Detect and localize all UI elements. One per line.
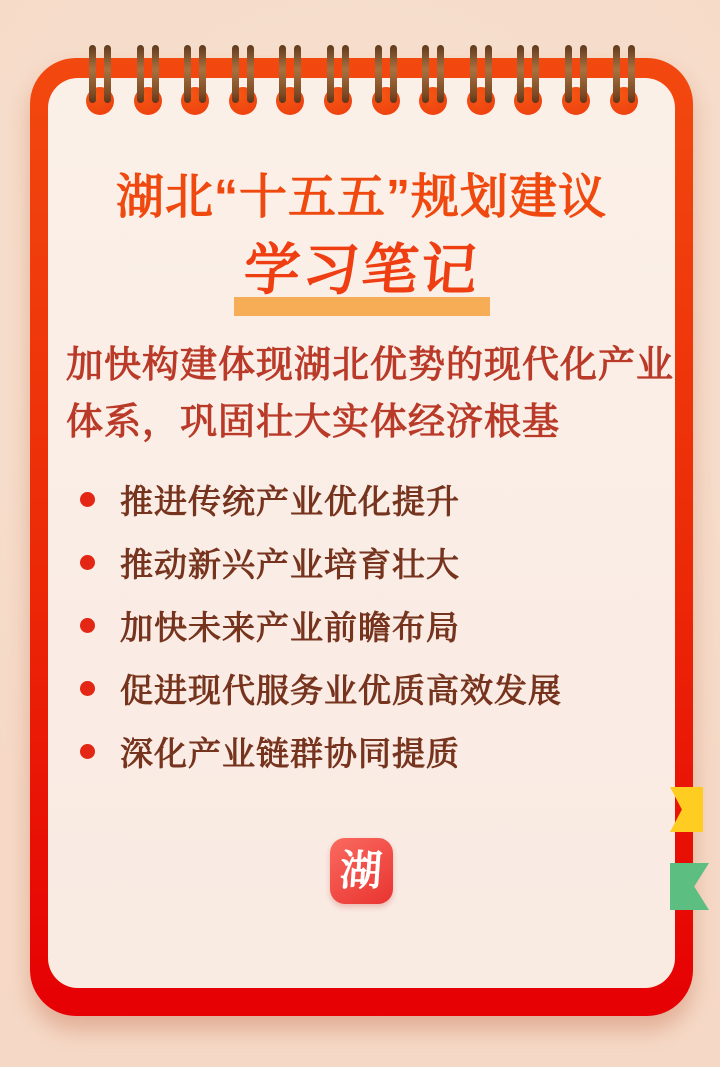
- ring-wire: [422, 45, 429, 103]
- binder-ring-icon: [229, 45, 257, 118]
- notebook-paper: [48, 78, 675, 988]
- ring-wire: [390, 45, 397, 103]
- ring-wire: [375, 45, 382, 103]
- bookmark-ribbon-green-icon: [670, 863, 709, 910]
- binder-ring-icon: [134, 45, 162, 118]
- logo-glyph: 湖: [338, 846, 385, 895]
- binder-ring-icon: [514, 45, 542, 118]
- binder-ring-icon: [467, 45, 495, 118]
- page-subtitle: 学习笔记: [240, 238, 483, 301]
- ring-wire: [342, 45, 349, 103]
- bullet-list: [68, 468, 668, 783]
- ring-wire: [327, 45, 334, 103]
- ring-wire: [152, 45, 159, 103]
- lead-paragraph: 加快构建体现湖北优势的现代化产业体系，巩固壮大实体经济根基: [66, 342, 674, 443]
- bullet-dot-icon: [80, 681, 95, 696]
- binder-ring-icon: [276, 45, 304, 118]
- bullet-dot-icon: [80, 744, 95, 759]
- ring-wire: [137, 45, 144, 103]
- list-item: [68, 594, 668, 657]
- ring-wire: [89, 45, 96, 103]
- ring-wire: [470, 45, 477, 103]
- bullet-dot-icon: [80, 555, 95, 570]
- list-item-label: 推进传统产业优化提升: [120, 482, 460, 521]
- list-item-label: 促进现代服务业优质高效发展: [120, 671, 562, 710]
- ring-wire: [247, 45, 254, 103]
- binder-ring-icon: [419, 45, 447, 118]
- list-item: [68, 531, 668, 594]
- binder-ring-icon: [562, 45, 590, 118]
- ring-wire: [517, 45, 524, 103]
- ring-wire: [199, 45, 206, 103]
- ring-wire: [184, 45, 191, 103]
- ring-wire: [104, 45, 111, 103]
- list-item: [68, 720, 668, 783]
- hubei-app-logo-icon: [330, 838, 393, 904]
- binder-ring-icon: [181, 45, 209, 118]
- ring-wire: [485, 45, 492, 103]
- list-item: [68, 657, 668, 720]
- binder-ring-icon: [324, 45, 352, 118]
- ring-wire: [279, 45, 286, 103]
- spiral-binding: [0, 0, 720, 130]
- list-item: [68, 468, 668, 531]
- ring-wire: [565, 45, 572, 103]
- bullet-dot-icon: [80, 492, 95, 507]
- ring-wire: [580, 45, 587, 103]
- binder-ring-icon: [610, 45, 638, 118]
- list-item-label: 加快未来产业前瞻布局: [120, 608, 460, 647]
- ring-wire: [532, 45, 539, 103]
- ring-wire: [232, 45, 239, 103]
- list-item-label: 推动新兴产业培育壮大: [120, 545, 460, 584]
- ring-wire: [628, 45, 635, 103]
- notebook-cover: [30, 58, 693, 1016]
- list-item-label: 深化产业链群协同提质: [120, 734, 460, 773]
- bullet-dot-icon: [80, 618, 95, 633]
- ring-wire: [437, 45, 444, 103]
- ring-wire: [613, 45, 620, 103]
- page-subtitle-block: [48, 234, 675, 324]
- binder-ring-icon: [86, 45, 114, 118]
- binder-ring-icon: [372, 45, 400, 118]
- ring-wire: [294, 45, 301, 103]
- page-title: 湖北“十五五”规划建议: [115, 171, 607, 224]
